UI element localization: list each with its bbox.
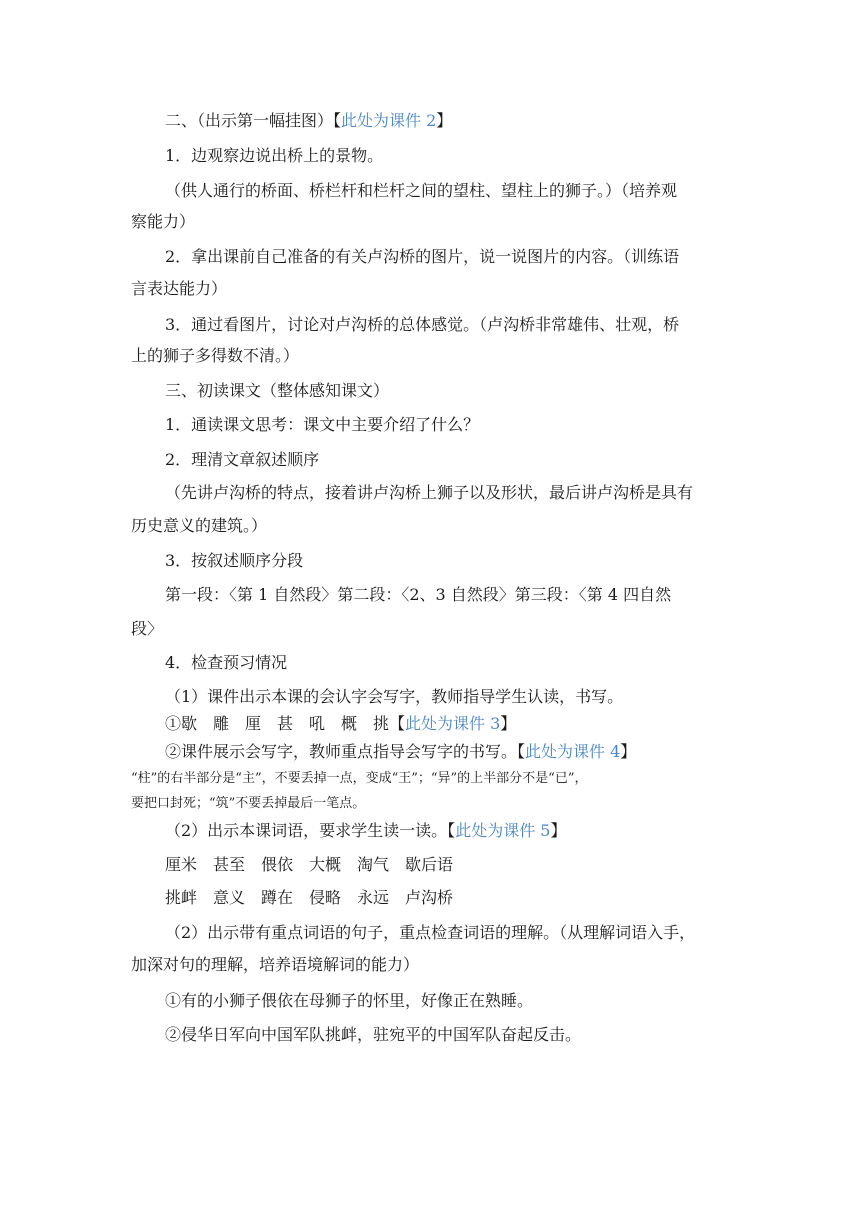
paragraph-line: 加深对句的理解，培养语境解词的能力） [131,955,420,974]
courseware-link-3[interactable]: 此处为课件 3 [405,714,501,733]
courseware-link-4[interactable]: 此处为课件 4 [525,742,621,761]
paragraph-line: 第一段：〈第 1 自然段〉第二段：〈2、3 自然段〉第三段：〈第 4 四自然 [165,585,672,604]
paragraph-line: 察能力） [131,212,196,231]
paragraph-line: （供人通行的桥面、桥栏杆和栏杆之间的望柱、望柱上的狮子。）（培养观 [165,181,678,200]
paragraph-line: 3．按叙述顺序分段 [165,551,304,570]
word-list-line: 厘米 甚至 偎依 大概 淘气 歇后语 [165,855,454,874]
paragraph-line: 1．边观察边说出桥上的景物。 [165,146,384,165]
example-sentence: ②侵华日军向中国军队挑衅，驻宛平的中国军队奋起反击。 [165,1025,582,1044]
courseware-link-5[interactable]: 此处为课件 5 [455,821,551,840]
paragraph-line: 段〉 [131,619,164,638]
section-2-heading: 二、（出示第一幅挂图）【此处为课件 2】 [165,111,453,130]
paragraph-line: 4．检查预习情况 [165,653,288,672]
paragraph-line: 1．通读课文思考：课文中主要介绍了什么？ [165,415,480,434]
paragraph-line: ②课件展示会写字，教师重点指导会写字的书写。【此处为课件 4】 [165,742,637,761]
paragraph-line: 2．理清文章叙述顺序 [165,450,320,469]
paragraph-line: （2）出示带有重点词语的句子，重点检查词语的理解。（从理解词语入手， [165,923,696,942]
paragraph-line: 2．拿出课前自己准备的有关卢沟桥的图片，说一说图片的内容。（训练语 [165,247,680,266]
paragraph-line: （1）课件出示本课的会认字会写字，教师指导学生认读，书写。 [165,687,624,706]
courseware-link-2[interactable]: 此处为课件 2 [341,111,437,130]
paragraph-line: 历史意义的建筑。） [131,516,268,535]
word-list-line: 挑衅 意义 蹲在 侵略 永远 卢沟桥 [165,888,454,907]
note-line: “柱”的右半部分是“主”，不要丢掉一点，变成“王”；“异”的上半部分不是“已”， [131,771,588,786]
paragraph-line: 3．通过看图片，讨论对卢沟桥的总体感觉。（卢沟桥非常雄伟、壮观，桥 [165,315,680,334]
paragraph-line: （2）出示本课词语，要求学生读一读。【此处为课件 5】 [165,821,567,840]
note-line: 要把口封死；“筑”不要丢掉最后一笔点。 [131,796,366,811]
char-list-line: ①歇 雕 厘 甚 吼 概 挑【此处为课件 3】 [165,714,517,733]
paragraph-line: （先讲卢沟桥的特点，接着讲卢沟桥上狮子以及形状，最后讲卢沟桥是具有 [165,483,694,502]
paragraph-line: 上的狮子多得数不清。） [131,346,300,365]
section-3-heading: 三、初读课文（整体感知课文） [165,381,390,400]
paragraph-line: 言表达能力） [131,279,228,298]
example-sentence: ①有的小狮子偎依在母狮子的怀里，好像正在熟睡。 [165,991,534,1010]
